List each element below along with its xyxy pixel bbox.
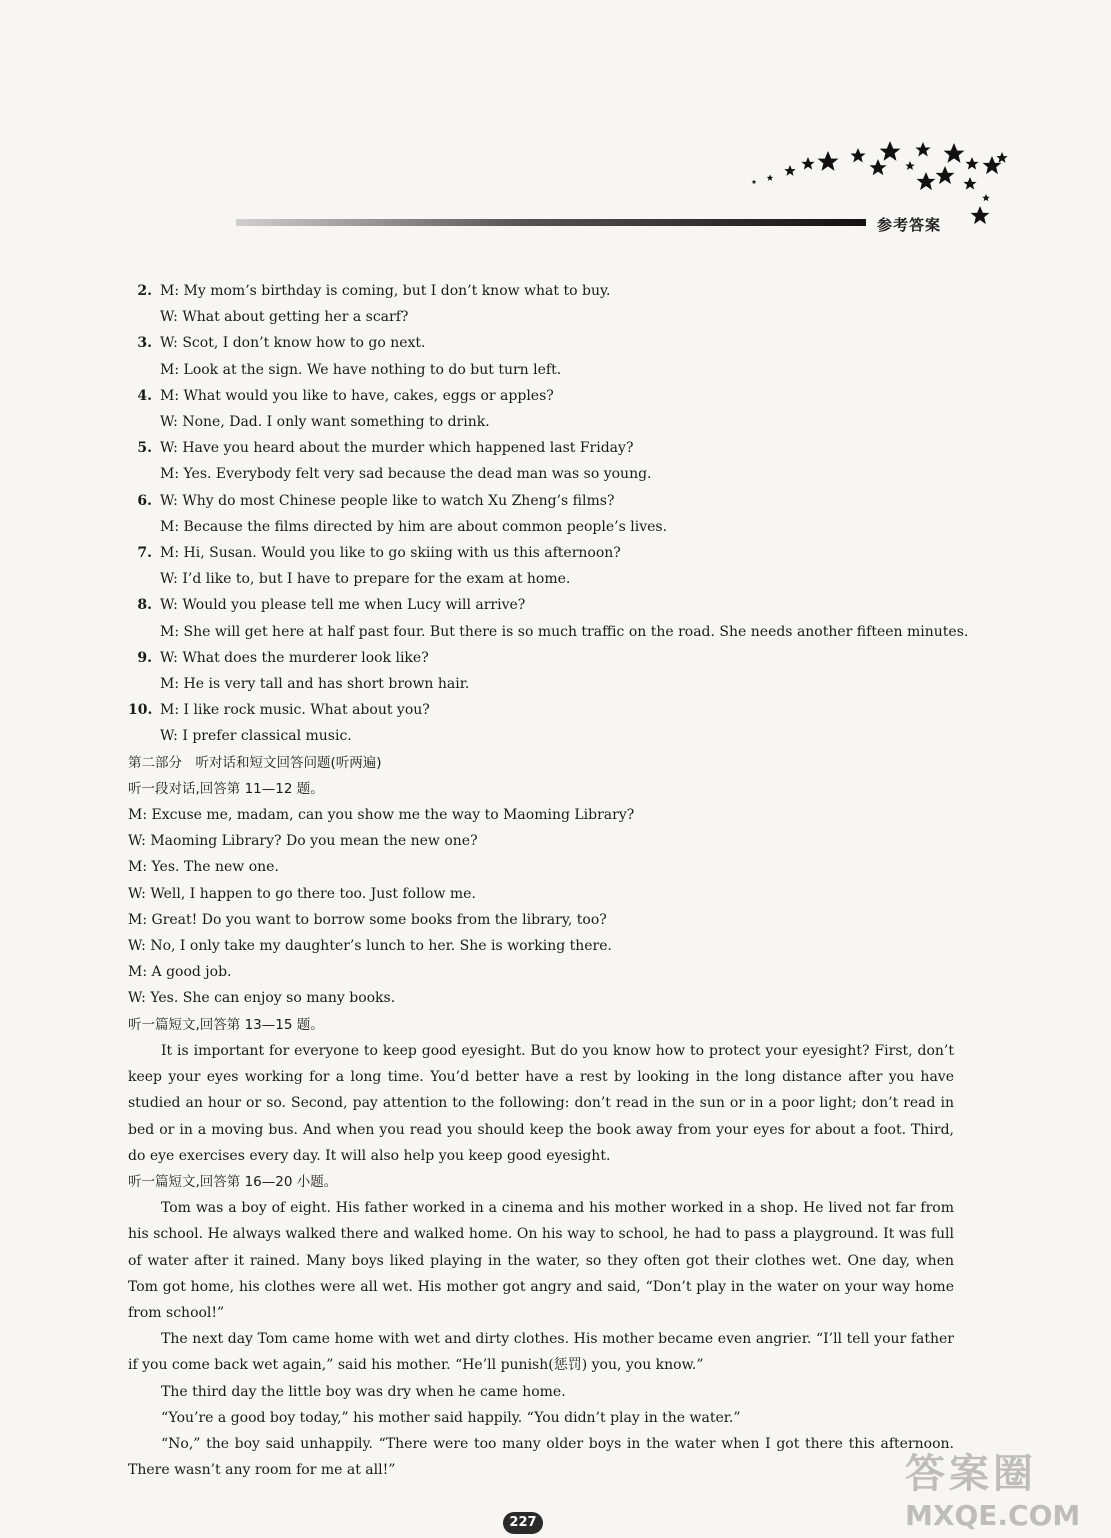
dialogue-text: I’d like to, but I have to prepare for the exam at home. — [182, 571, 571, 588]
dialogue-text: My mom’s birthday is coming, but I don’t know what to buy. — [183, 283, 611, 299]
dialogue-text: She will get here at half past four. But there is so much traffic on the road. She needs another fifteen minutes. — [183, 623, 969, 640]
dialogue-line — [128, 933, 954, 959]
speaker-label: M: — [160, 283, 180, 299]
dialogue-text: Well, I happen to go there too. Just follow me. — [150, 885, 476, 902]
dialogue-line — [128, 802, 954, 828]
dialogue-line — [128, 357, 954, 383]
speaker-label: M: — [128, 964, 148, 981]
dialogue-text: I prefer classical music. — [182, 728, 352, 745]
speaker-label: W: — [160, 440, 178, 457]
dialogue-text: What does the murderer look like? — [182, 649, 429, 666]
dialogue-list — [128, 278, 969, 750]
dialogue-text: Would you please tell me when Lucy will arrive? — [182, 597, 526, 614]
answer-content — [128, 278, 969, 1483]
dialogue-line — [128, 907, 954, 933]
question-number: 4. — [137, 387, 152, 404]
story-paragraph: Tom was a boy of eight. His father worked in a cinema and his mother worked in a shop. He lived not far from his school. He always walked there and walked home. On his way to school, he had to pass a playground. It was full of water after it rained. Many boys liked playing in the water, so they often got their clothes wet. One day, when Tom got home, his clothes were all wet. His mother got angry and said, “Don’t play in the water on your way home from school!” — [128, 1200, 954, 1321]
story-paragraph: “You’re a good boy today,” his mother said happily. “You didn’t play in the water.” — [161, 1409, 741, 1426]
story-paragraph: “No,” the boy said unhappily. “There were too many older boys in the water when I got there this afternoon. There wasn’t any room for me at all!” — [128, 1435, 954, 1479]
speaker-label: W: — [160, 335, 178, 352]
dialogue-line — [128, 540, 954, 566]
speaker-label: W: — [128, 990, 146, 1007]
dialogue-text: None, Dad. I only want something to drink. — [182, 414, 490, 431]
speaker-label: W: — [128, 833, 146, 850]
dialogue-line — [128, 304, 954, 330]
speaker-label: W: — [160, 728, 178, 745]
story-paragraph: The third day the little boy was dry when he came home. — [161, 1383, 566, 1400]
speaker-label: M: — [160, 623, 180, 640]
dialogue-line — [128, 330, 954, 356]
dialogue-text: Scot, I don’t know how to go next. — [182, 335, 426, 352]
story-paragraph: The next day Tom came home with wet and dirty clothes. His mother became even angrier. “I’ll tell your father if you come back wet again,” said his mother. “He’ll punish(惩罚) you, you know.” — [128, 1331, 954, 1374]
dialogue-text: Yes. The new one. — [151, 859, 279, 876]
dialogue-text: No, I only take my daughter’s lunch to her. She is working there. — [150, 938, 612, 955]
dialogue-text: Why do most Chinese people like to watch Xu Zheng’s films? — [182, 492, 615, 509]
dialogue-line — [128, 985, 954, 1011]
watermark-url: MXQE.COM — [905, 1499, 1081, 1532]
speaker-label: W: — [128, 938, 146, 955]
passage-heading: 听一篇短文,回答第 16—20 小题。 — [128, 1173, 338, 1190]
speaker-label: M: — [160, 702, 180, 719]
speaker-label: M: — [160, 676, 180, 693]
dialogue-text: What would you like to have, cakes, eggs or apples? — [183, 387, 554, 404]
dialogue-line — [128, 619, 969, 645]
speaker-label: W: — [160, 649, 178, 666]
speaker-label: M: — [160, 361, 180, 378]
dialogue-line — [128, 383, 954, 409]
dialogue-line — [128, 409, 954, 435]
dialogue-line — [128, 671, 954, 697]
watermark-logo — [905, 1442, 1105, 1532]
dialogue-text: He is very tall and has short brown hair. — [183, 676, 470, 693]
dialogue-line — [128, 828, 954, 854]
dialog-heading: 听一段对话,回答第 11—12 题。 — [128, 780, 324, 797]
dialogue-text: Have you heard about the murder which happened last Friday? — [182, 440, 634, 457]
speaker-label: M: — [160, 518, 180, 535]
dialogue-line — [128, 488, 954, 514]
dialogue-text: Excuse me, madam, can you show me the way to Maoming Library? — [151, 807, 635, 824]
speaker-label: M: — [128, 911, 148, 928]
dialogue-line — [128, 697, 954, 723]
speaker-label: M: — [128, 807, 148, 824]
speaker-label: M: — [160, 387, 180, 404]
question-number: 10. — [128, 702, 153, 719]
dialogue-line — [128, 461, 954, 487]
speaker-label: W: — [160, 571, 178, 588]
speaker-label: M: — [128, 859, 148, 876]
dialogue-text: Look at the sign. We have nothing to do but turn left. — [183, 361, 562, 378]
watermark-text: 答案圈 — [905, 1451, 1037, 1497]
dialogue-text: Yes. Everybody felt very sad because the dead man was so young. — [183, 466, 652, 483]
dialogue-text: Because the films directed by him are about common people’s lives. — [183, 518, 668, 535]
conversation — [128, 802, 954, 1012]
dialogue-line — [128, 959, 954, 985]
speaker-label: M: — [160, 545, 180, 562]
part-two — [128, 750, 954, 1484]
question-number: 3. — [137, 335, 152, 352]
dialogue-line — [128, 881, 954, 907]
question-number: 7. — [137, 545, 152, 562]
page-number: 227 — [503, 1512, 543, 1534]
question-number: 2. — [137, 283, 152, 299]
dialogue-text: What about getting her a scarf? — [182, 309, 409, 326]
story-text — [128, 1195, 954, 1483]
dialogue-line — [128, 435, 954, 461]
question-number: 6. — [137, 492, 152, 509]
dialogue-line — [128, 278, 954, 304]
speaker-label: W: — [160, 492, 178, 509]
header-rule — [236, 219, 866, 226]
dialogue-text: A good job. — [151, 964, 232, 981]
dialogue-text: Maoming Library? Do you mean the new one? — [150, 833, 478, 850]
passage-paragraph: It is important for everyone to keep good eyesight. But do you know how to protect your eyesight? First, don’t keep your eyes working for a long time. You’d better have a rest by looking in the long distance after you have studied an hour or so. Second, pay attention to the following: don’t read in the sun or in a poor light; don’t read in bed or in a moving bus. And when you read you should keep the book away from your eyes for about a foot. Third, do eye exercises every day. It will also help you keep good eyesight. — [128, 1042, 954, 1164]
passage-heading: 听一篇短文,回答第 13—15 题。 — [128, 1016, 324, 1033]
speaker-label: W: — [160, 309, 178, 326]
dialogue-text: I like rock music. What about you? — [183, 702, 430, 719]
dialogue-line — [128, 854, 954, 880]
page-header — [0, 0, 1111, 250]
dialogue-line — [128, 592, 954, 618]
dialogue-line — [128, 514, 954, 540]
dialogue-line — [128, 645, 954, 671]
header-title: 参考答案 — [877, 216, 942, 234]
speaker-label: W: — [128, 885, 146, 902]
speaker-label: W: — [160, 414, 178, 431]
dialogue-text: Hi, Susan. Would you like to go skiing with us this afternoon? — [183, 545, 621, 562]
question-number: 8. — [137, 597, 152, 614]
speaker-label: M: — [160, 466, 180, 483]
section-heading: 第二部分 听对话和短文回答问题(听两遍) — [128, 754, 382, 771]
dialogue-line — [128, 723, 954, 749]
dialogue-line — [128, 566, 954, 592]
question-number: 9. — [137, 649, 152, 666]
dialogue-text: Great! Do you want to borrow some books from the library, too? — [151, 911, 607, 928]
speaker-label: W: — [160, 597, 178, 614]
question-number: 5. — [137, 440, 152, 457]
dialogue-text: Yes. She can enjoy so many books. — [150, 990, 396, 1007]
